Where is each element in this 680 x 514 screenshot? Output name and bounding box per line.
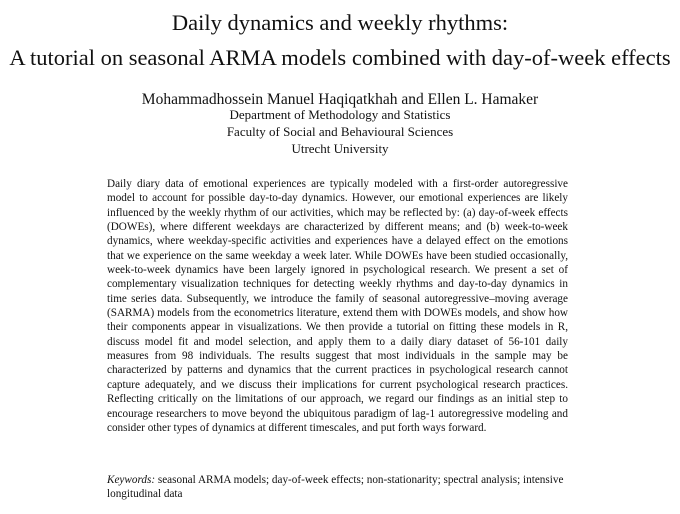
author-list: Mohammadhossein Manuel Haqiqatkhah and Ellen L. Hamaker (141, 91, 539, 108)
affiliation-department: Department of Methodology and Statistics (229, 107, 451, 122)
title-line-1: Daily dynamics and weekly rhythms: (171, 10, 509, 35)
keywords-section (107, 473, 568, 502)
keywords-list: seasonal ARMA models; day-of-week effects; non-stationarity; spectral analysis; intensive longitudinal data (107, 474, 564, 501)
abstract-text: Daily diary data of emotional experiences are typically modeled with a first-order autoregressive model to account for possible day-to-day dynamics. However, our emotional experiences are likely influenced by the weekly rhythm of our activities, which may be reflected by: (a) day-of-week effects (DOWEs), where different weekdays are characterized by different means; and (b) week-to-week dynamics, where weekday-specific activities and experiences have a delayed effect on the emotions that we experience on the same weekday a week later. While DOWEs have been studied occasionally, week-to-week dynamics have been largely ignored in psychological research. We present a set of complementary visualization techniques for detecting weekly rhythms and day-to-day dynamics in time series data. Subsequently, we introduce the family of seasonal autoregressive–moving average (SARMA) models from the econometrics literature, extend them with DOWEs models, and show how their components appear in visualizations. We then provide a tutorial on fitting these models in R, discuss model fit and model selection, and apply them to a daily diary dataset of 56-101 daily measures from 98 individuals. The results suggest that most individuals in the sample may be characterized by patterns and dynamics that the current practices in psychological research cannot capture adequately, and we discuss their implications for current psychological research practices. Reflecting critically on the limitations of our approach, we regard our findings as an initial step to encourage researchers to move beyond the ubiquitous paradigm of lag-1 autoregressive modeling and consider other types of dynamics at different timescales, and put forth ways forward. (107, 178, 568, 434)
affiliation-faculty: Faculty of Social and Behavioural Sciences (226, 124, 454, 139)
affiliation-block (0, 106, 680, 157)
keywords-label: Keywords: (107, 474, 156, 486)
paper-title (0, 8, 680, 73)
title-line-2: A tutorial on seasonal ARMA models combined with day-of-week effects (9, 45, 671, 70)
affiliation-university: Utrecht University (291, 141, 389, 156)
